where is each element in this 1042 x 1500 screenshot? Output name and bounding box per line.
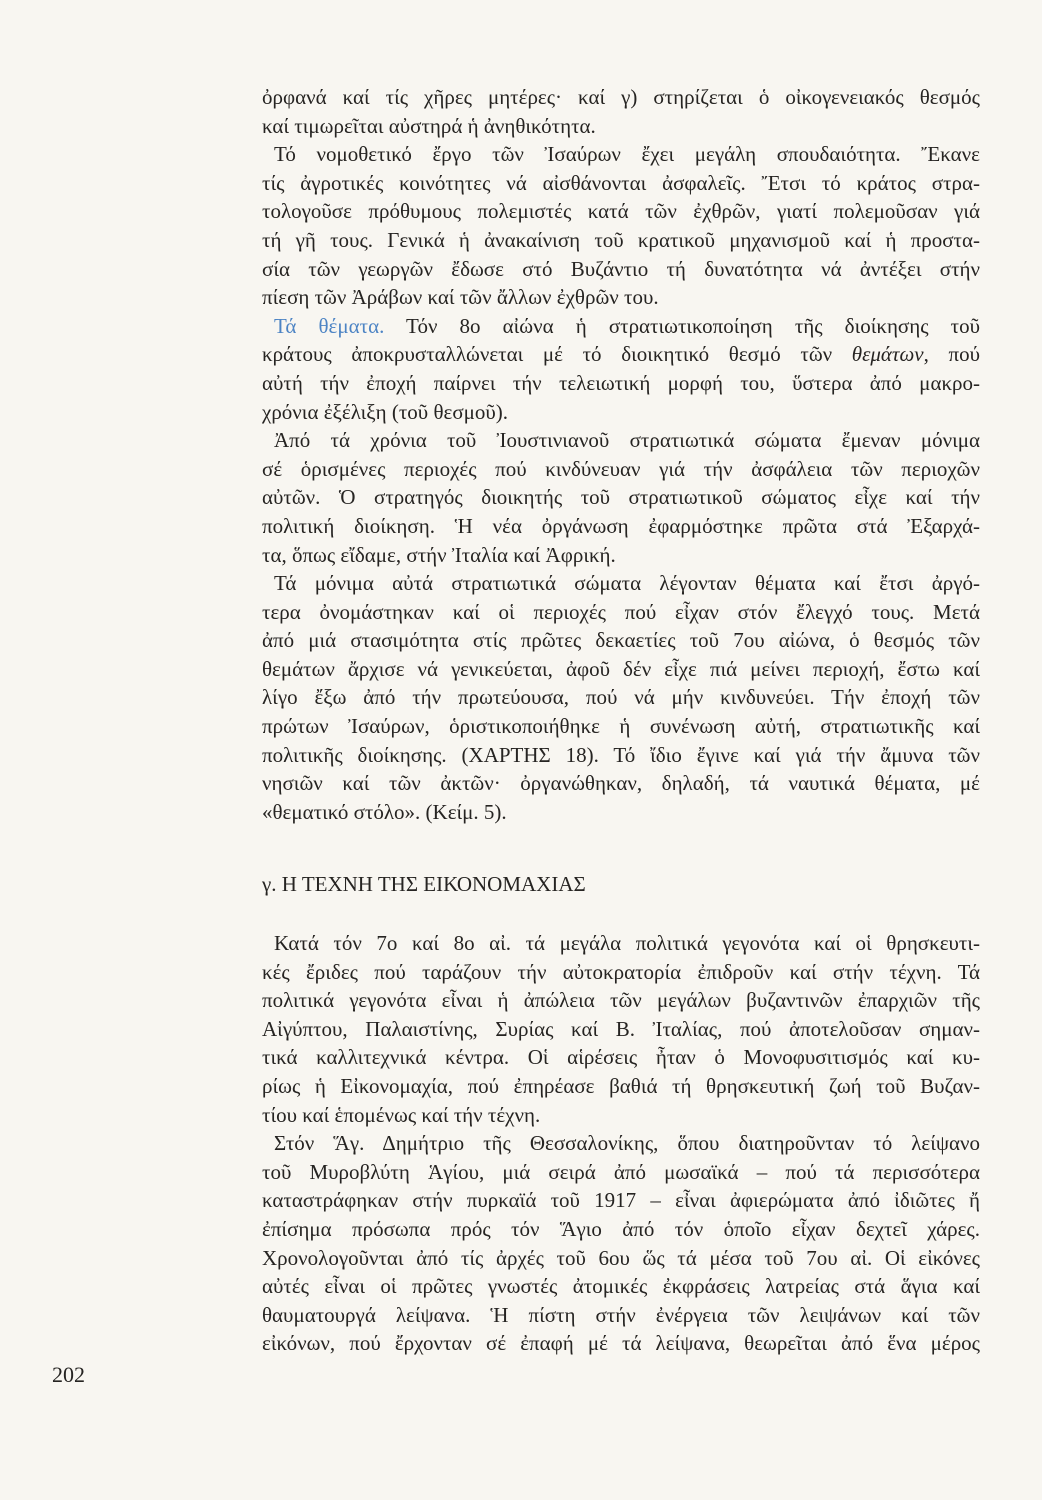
text-line: εἰκόνων, πού ἔρχονταν σέ ἐπαφή μέ τά λείψανα, θεωρεῖται ἀπό ἕνα μέρος	[262, 1331, 980, 1356]
text-line: τίς ἀγροτικές κοινότητες νά αἰσθάνονται ἀσφαλεῖς. Ἔτσι τό κράτος στρα-	[262, 170, 980, 195]
text-line: τή γῆ τους. Γενικά ἡ ἀνακαίνιση τοῦ κρατικοῦ μηχανισμοῦ καί ἡ προστα-	[262, 227, 980, 252]
text-line: θεμάτων ἄρχισε νά γενικεύεται, ἀφοῦ δέν εἶχε πιά μείνει περιοχή, ἔστω καί	[262, 656, 980, 681]
paragraph	[262, 312, 980, 426]
text-line: τολογοῦσε πρόθυμους πολεμιστές κατά τῶν ἐχθρῶν, γιατί πολεμοῦσαν γιά	[262, 199, 980, 224]
text-line: Στόν Ἅγ. Δημήτριο τῆς Θεσσαλονίκης, ὅπου διατηροῦνταν τό λείψανο	[274, 1131, 980, 1156]
text-line: τίου καί ἑπομένως καί τήν τέχνη.	[262, 1102, 541, 1127]
section-heading: γ. Η ΤΕΧΝΗ ΤΗΣ ΕΙΚΟΝΟΜΑΧΙΑΣ	[262, 872, 586, 896]
page-number: 202	[52, 1362, 85, 1387]
paragraph	[262, 426, 980, 569]
text-line: τοῦ Μυροβλύτη Ἁγίου, μιά σειρά ἀπό μωσαϊκά – πού τά περισσότερα	[262, 1159, 980, 1184]
paragraph	[262, 140, 980, 312]
side-heading: Τά θέματα.	[274, 313, 385, 338]
text-line: τικά καλλιτεχνικά κέντρα. Οἱ αἱρέσεις ἦταν ὁ Μονοφυσιτισμός καί κυ-	[262, 1045, 980, 1070]
text-line: πρώτων Ἰσαύρων, ὁριστικοποιήθηκε ἡ συνένωση αὐτή, στρατιωτικῆς καί	[262, 714, 980, 739]
text-line: λίγο ἔξω ἀπό τήν πρωτεύουσα, πού νά μήν κινδυνεύει. Τήν ἐποχή τῶν	[262, 685, 980, 710]
text-line: Τά μόνιμα αὐτά στρατιωτικά σώματα λέγονταν θέματα καί ἔτσι ἀργό-	[274, 571, 980, 596]
text-run: κράτους ἀποκρυσταλλώνεται μέ τό διοικητικό θεσμό τῶν	[262, 342, 852, 367]
section-themata-text	[262, 83, 980, 826]
text-line: «θεματικό στόλο». (Κείμ. 5).	[262, 799, 507, 824]
text-line: ὀρφανά καί τίς χῆρες μητέρες· καί γ) στηρίζεται ὁ οἰκογενειακός θεσμός	[262, 85, 980, 109]
emphasis-term: θεμάτων	[851, 342, 924, 367]
text-line: νησιῶν καί τῶν ἀκτῶν· ὀργανώθηκαν, δηλαδή, τά ναυτικά θέματα, μέ	[262, 771, 980, 796]
text-line: τα, ὅπως εἴδαμε, στήν Ἰταλία καί Ἀφρική.	[262, 542, 616, 567]
paragraph	[262, 83, 980, 140]
text-line: σία τῶν γεωργῶν ἔδωσε στό Βυζάντιο τή δυνατότητα νά ἀντέξει στήν	[262, 256, 980, 281]
text-line: καί τιμωρεῖται αὐστηρά ἡ ἀνηθικότητα.	[262, 113, 596, 138]
text-line: καταστράφηκαν στήν πυρκαϊά τοῦ 1917 – εἶναι ἀφιερώματα ἀπό ἰδιῶτες ἤ	[262, 1188, 980, 1213]
text-line: ἐπίσημα πρόσωπα πρός τόν Ἅγιο ἀπό τόν ὁποῖο εἶχαν δεχτεῖ χάρες.	[262, 1216, 980, 1241]
text-line: αὐτῶν. Ὁ στρατηγός διοικητής τοῦ στρατιωτικοῦ σώματος εἶχε καί τήν	[262, 485, 980, 510]
text-line: Τό νομοθετικό ἔργο τῶν Ἰσαύρων ἔχει μεγάλη σπουδαιότητα. Ἔκανε	[274, 142, 980, 167]
text-line: κές ἔριδες πού ταράζουν τήν αὐτοκρατορία ἐπιδροῦν καί στήν τέχνη. Τά	[262, 959, 980, 984]
text-line: Χρονολογοῦνται ἀπό τίς ἀρχές τοῦ 6ου ὥς τά μέσα τοῦ 7ου αἰ. Οἱ εἰκόνες	[262, 1245, 980, 1270]
text-line: ἀπό μιά στασιμότητα στίς πρῶτες δεκαετίες τοῦ 7ου αἰώνα, ὁ θεσμός τῶν	[262, 628, 980, 653]
text-line: χρόνια ἐξέλιξη (τοῦ θεσμοῦ).	[262, 399, 509, 424]
text-line: αὐτές εἶναι οἱ πρῶτες γνωστές ἀτομικές ἐκφράσεις λατρείας στά ἅγια καί	[262, 1274, 980, 1299]
text-line: πολιτικῆς διοίκησης. (ΧΑΡΤΗΣ 18). Τό ἴδιο ἔγινε καί γιά τήν ἄμυνα τῶν	[262, 742, 980, 767]
text-line	[262, 340, 980, 369]
text-line: Κατά τόν 7ο καί 8ο αἰ. τά μεγάλα πολιτικά γεγονότα καί οἱ θρησκευτι-	[274, 931, 980, 955]
text-run: , πού	[923, 342, 980, 367]
paragraph	[262, 1129, 980, 1358]
text-line: αὐτή τήν ἐποχή παίρνει τήν τελειωτική μορφή του, ὕστερα ἀπό μακρο-	[262, 370, 980, 395]
text-line: ρίως ἡ Εἰκονομαχία, πού ἐπηρέασε βαθιά τή θρησκευτική ζωή τοῦ Βυζαν-	[262, 1073, 980, 1098]
text-line	[262, 312, 980, 341]
text-line: Αἰγύπτου, Παλαιστίνης, Συρίας καί Β. Ἰταλίας, πού ἀποτελοῦσαν σημαν-	[262, 1016, 980, 1041]
text-line: τερα ὀνομάστηκαν καί οἱ περιοχές πού εἶχαν στόν ἔλεγχό τους. Μετά	[262, 599, 980, 624]
text-line: πίεση τῶν Ἀράβων καί τῶν ἄλλων ἐχθρῶν του.	[262, 285, 659, 310]
text-line: Ἀπό τά χρόνια τοῦ Ἰουστινιανοῦ στρατιωτικά σώματα ἔμεναν μόνιμα	[274, 428, 980, 453]
text-line: θαυματουργά λείψανα. Ἡ πίστη στήν ἐνέργεια τῶν λειψάνων καί τῶν	[262, 1302, 980, 1327]
text-line: σέ ὁρισμένες περιοχές πού κινδύνευαν γιά τήν ἀσφάλεια τῶν περιοχῶν	[262, 456, 980, 481]
paragraph	[262, 929, 980, 1129]
text-line: πολιτική διοίκηση. Ἡ νέα ὀργάνωση ἐφαρμόστηκε πρῶτα στά Ἐξαρχά-	[262, 513, 980, 538]
text-line: πολιτικά γεγονότα εἶναι ἡ ἀπώλεια τῶν μεγάλων βυζαντινῶν ἐπαρχιῶν τῆς	[262, 988, 980, 1013]
section-iconoclasm-text	[262, 929, 980, 1358]
text-run: Τόν 8ο αἰώνα ἡ στρατιωτικοποίηση τῆς διοίκησης τοῦ	[384, 313, 980, 338]
paragraph	[262, 569, 980, 826]
